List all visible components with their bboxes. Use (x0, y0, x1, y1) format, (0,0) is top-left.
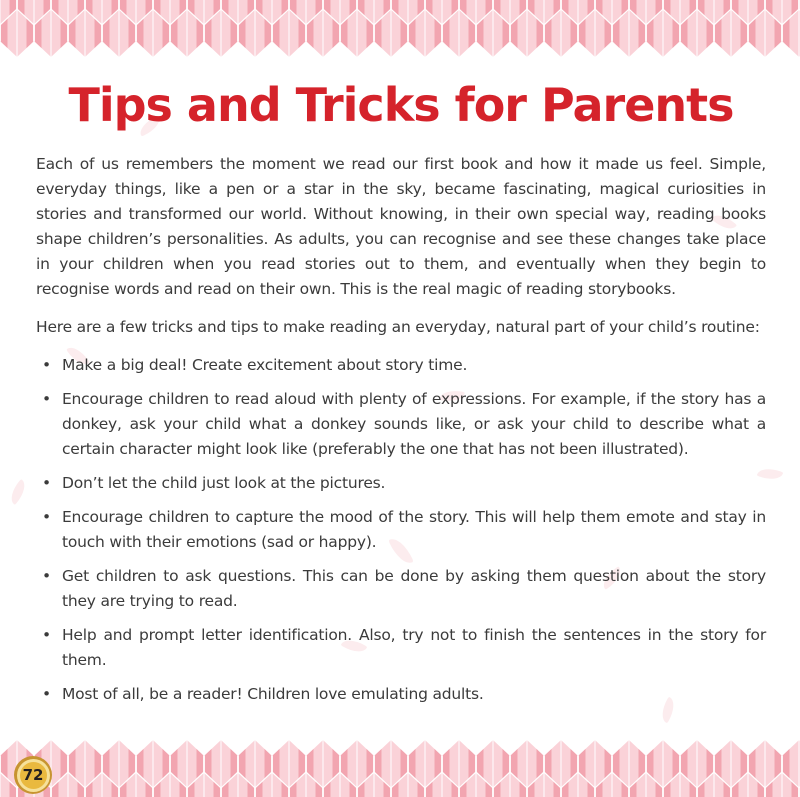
tips-list (36, 353, 766, 707)
tip-item (42, 505, 766, 555)
page-content (0, 58, 800, 739)
page-title: Tips and Tricks for Parents (68, 78, 734, 132)
tip-text: Make a big deal! Create excitement about story time. (61, 356, 468, 374)
tip-text: Get children to ask questions. This can be done by asking them question about the story they are trying to read. (61, 567, 766, 610)
intro-paragraph: Each of us remembers the moment we read our first book and how it made us feel. Simple, everyday things, like a pen or a star in the sky, became fascinating, magical curiosities in stories and transformed our world. Without knowing, in their own special way, reading books shape children’s personalities. As adults, you can recognise and see these changes take place in your children when you read stories out to them, and eventually when they begin to recognise words and read on their own. This is the real magic of reading storybooks. (36, 155, 766, 298)
bullet-icon: • (42, 626, 51, 644)
bullet-icon: • (42, 567, 51, 585)
tip-item (42, 564, 766, 614)
tip-text: Encourage children to capture the mood of the story. This will help them emote and stay in touch with their emotions (sad or happy). (61, 508, 766, 551)
bottom-border-pattern (0, 739, 800, 797)
bottom-border-svg (0, 739, 800, 797)
tips-heading: Here are a few tricks and tips to make reading an everyday, natural part of your child’s routine: (36, 318, 760, 336)
tip-text: Most of all, be a reader! Children love emulating adults. (61, 685, 484, 703)
page-number-badge-ring (17, 759, 50, 792)
bullet-icon: • (42, 474, 51, 492)
top-border-pattern (0, 0, 800, 58)
tip-item (42, 682, 766, 707)
tip-text: Don’t let the child just look at the pictures. (61, 474, 386, 492)
bullet-icon: • (42, 390, 51, 408)
bullet-icon: • (42, 508, 51, 526)
tip-text: Help and prompt letter identification. Also, try not to finish the sentences in the story for them. (61, 626, 766, 669)
page-number-badge (14, 756, 52, 794)
top-border-svg (0, 0, 800, 58)
tip-text: Encourage children to read aloud with plenty of expressions. For example, if the story has a donkey, ask your child what a donkey sounds like, or ask your child to describe what a certain character might look like (preferably the one that has not been illustrated). (61, 390, 766, 458)
tip-item (42, 471, 766, 496)
page-number: 72 (20, 762, 47, 789)
bullet-icon: • (42, 685, 51, 703)
tip-item (42, 387, 766, 462)
tip-item (42, 353, 766, 378)
tip-item (42, 623, 766, 673)
bullet-icon: • (42, 356, 51, 374)
